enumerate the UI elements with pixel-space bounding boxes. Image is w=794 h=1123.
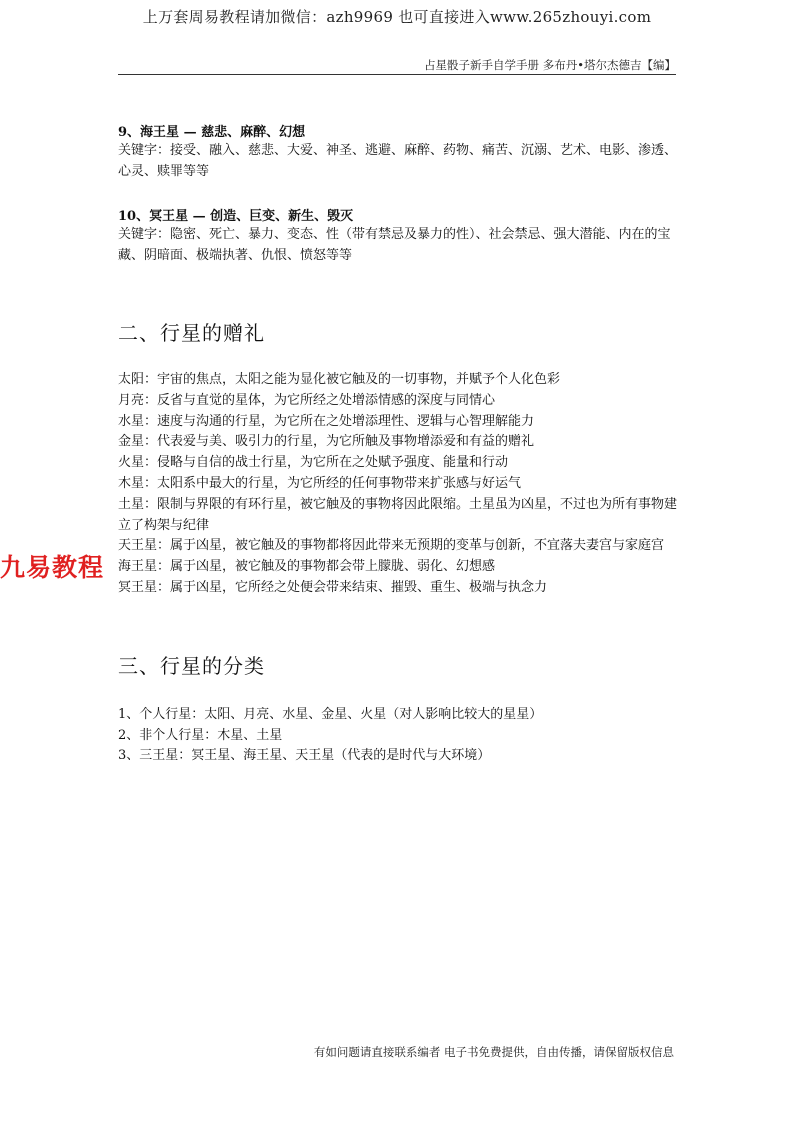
- list-item: 1、个人行星：太阳、月亮、水星、金星、火星（对人影响比较大的星星）: [118, 707, 543, 722]
- list-item: 2、非个人行星：木星、土星: [118, 727, 283, 743]
- list-item: 火星：侵略与自信的战士行星，为它所在之处赋予强度、能量和行动: [118, 455, 509, 471]
- running-header: 占星骰子新手自学手册 多布丹•塔尔杰德吉【编】: [424, 58, 676, 72]
- list-item: 金星：代表爱与美、吸引力的行星，为它所触及事物增添爱和有益的赠礼: [118, 434, 535, 450]
- planet-gifts-list: [118, 370, 678, 599]
- watermark-banner: 上万套周易教程请加微信：azh9969 也可直接进入www.265zhouyi.com: [142, 8, 652, 26]
- list-item: 冥王星：属于凶星，它所经之处便会带来结束、摧毁、重生、极端与执念力: [118, 579, 548, 595]
- list-item: 木星：太阳系中最大的行星，为它所经的任何事物带来扩张感与好运气: [118, 475, 522, 491]
- section-title-neptune: 9、海王星 — 慈悲、麻醉、幻想: [118, 125, 306, 140]
- footer-note: 有如问题请直接联系编者 电子书免费提供，自由传播，请保留版权信息: [313, 1045, 674, 1059]
- list-item: 3、三王星：冥王星、海王星、天王星（代表的是时代与大环境）: [118, 748, 491, 763]
- list-item: 天王星：属于凶星，被它触及的事物都将因此带来无预期的变革与创新，不宜落夫妻宫与家庭宫: [118, 538, 665, 554]
- keywords-pluto: 关键字：隐密、死亡、暴力、变态、性（带有禁忌及暴力的性）、社会禁忌、强大潜能、内在的宝藏、阴暗面、极端执著、仇恨、愤怒等等: [118, 227, 671, 263]
- list-item: 水星：速度与沟通的行星，为它所在之处增添理性、逻辑与心智理解能力: [118, 413, 535, 429]
- keywords-neptune: 关键字：接受、融入、慈悲、大爱、神圣、逃避、麻醉、药物、痛苦、沉溺、艺术、电影、渗透、心灵、赎罪等等: [118, 143, 678, 179]
- section-title-pluto: 10、冥王星 — 创造、巨变、新生、毁灭: [118, 209, 354, 224]
- list-item: 海王星：属于凶星，被它触及的事物都会带上朦胧、弱化、幻想感: [118, 559, 496, 575]
- heading-planet-classification: 三、行星的分类: [118, 654, 265, 678]
- heading-planet-gifts: 二、行星的赠礼: [118, 321, 265, 345]
- list-item: 土星：限制与界限的有环行星，被它触及的事物将因此限缩。土星虽为凶星，不过也为所有事物建立了构架与纪律: [118, 496, 678, 533]
- header-divider: [118, 74, 676, 75]
- side-logo-text: 九易教程: [0, 553, 105, 582]
- list-item: 太阳：宇宙的焦点，太阳之能为显化被它触及的一切事物，并赋予个人化色彩: [118, 372, 561, 387]
- list-item: 月亮：反省与直觉的星体，为它所经之处增添情感的深度与同情心: [118, 392, 496, 408]
- planet-classification-list: [118, 705, 678, 767]
